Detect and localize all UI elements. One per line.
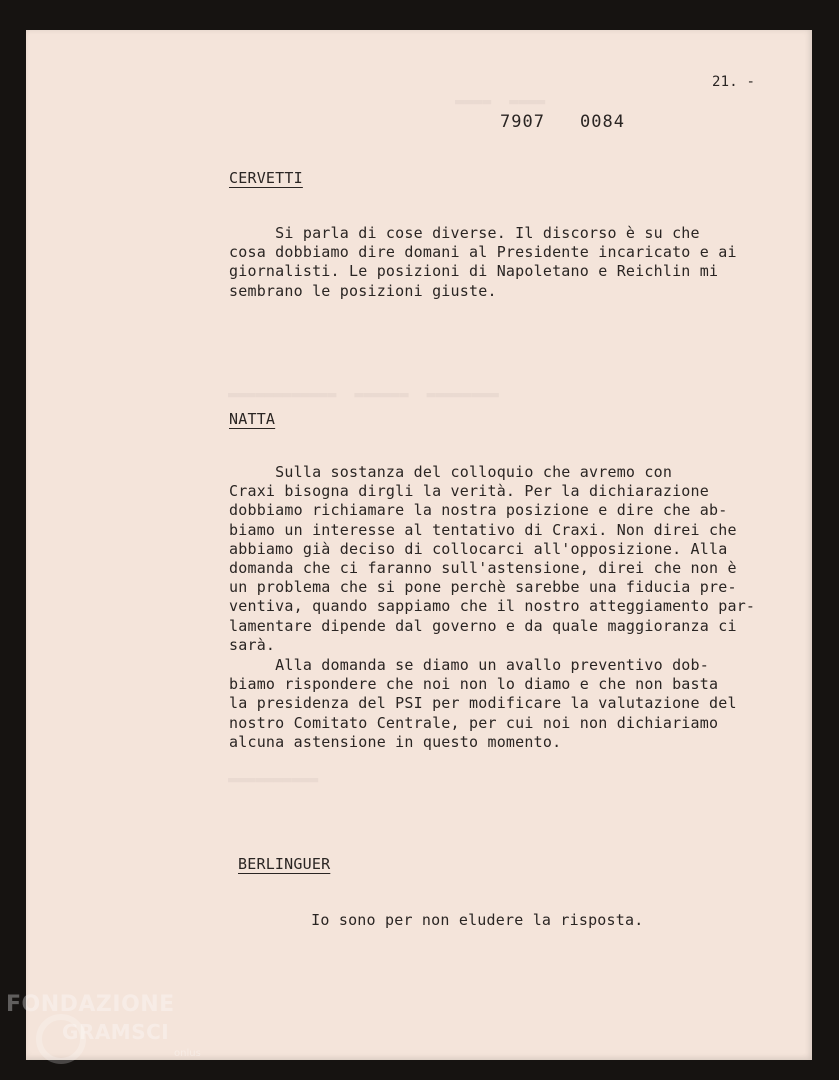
show-through: ▬▬▬▬▬▬▬▬▬▬▬▬ ▬▬▬▬▬▬ ▬▬▬▬▬▬▬▬ <box>228 385 499 403</box>
page-number: 21. - <box>712 74 756 90</box>
logo-sub: onlus <box>174 1048 201 1059</box>
show-through: ▬▬▬▬▬▬▬▬▬▬ <box>228 770 319 788</box>
speaker-heading: BERLINGUER <box>238 855 331 873</box>
document-number-right: 0084 <box>580 112 625 132</box>
paragraph: Io sono per non eludere la risposta. <box>265 911 644 929</box>
paragraph: Sulla sostanza del colloquio che avremo con Craxi bisogna dirgli la verità. Per la dichiarazione dobbiamo richiamare la nostra posizione e dire che ab- biamo un interesse al tentativo di Craxi. Non direi che abbiamo già deciso di collocarci all'opposizione. Alla domanda che ci faranno sull'astensione, direi che non è un problema che si pone perchè sarebbe una fiducia pre- ventiva, quando sappiamo che il nostro atteggiamento par- lamentare dipende dal governo e da quale maggioranza ci sarà. <box>229 463 756 654</box>
speaker-heading: CERVETTI <box>229 169 303 187</box>
document-number-left: 7907 <box>500 112 545 132</box>
logo-line2: GRAMSCI <box>62 1020 170 1044</box>
speaker-heading: NATTA <box>229 410 276 428</box>
logo-line1: FONDAZIONE <box>6 992 175 1017</box>
show-through: ▬▬▬▬ ▬▬▬▬ <box>455 92 546 110</box>
paragraph: Alla domanda se diamo un avallo preventivo dob- biamo rispondere che noi non lo diamo e che non basta la presidenza del PSI per modificare la valutazione del nostro Comitato Centrale, per cui noi non dichiariamo alcuna astensione in questo momento. <box>229 656 737 751</box>
paragraph: Si parla di cose diverse. Il discorso è su che cosa dobbiamo dire domani al Presidente incaricato e ai giornalisti. Le posizioni di Napoletano e Reichlin mi sembrano le posizioni giuste. <box>229 224 737 300</box>
